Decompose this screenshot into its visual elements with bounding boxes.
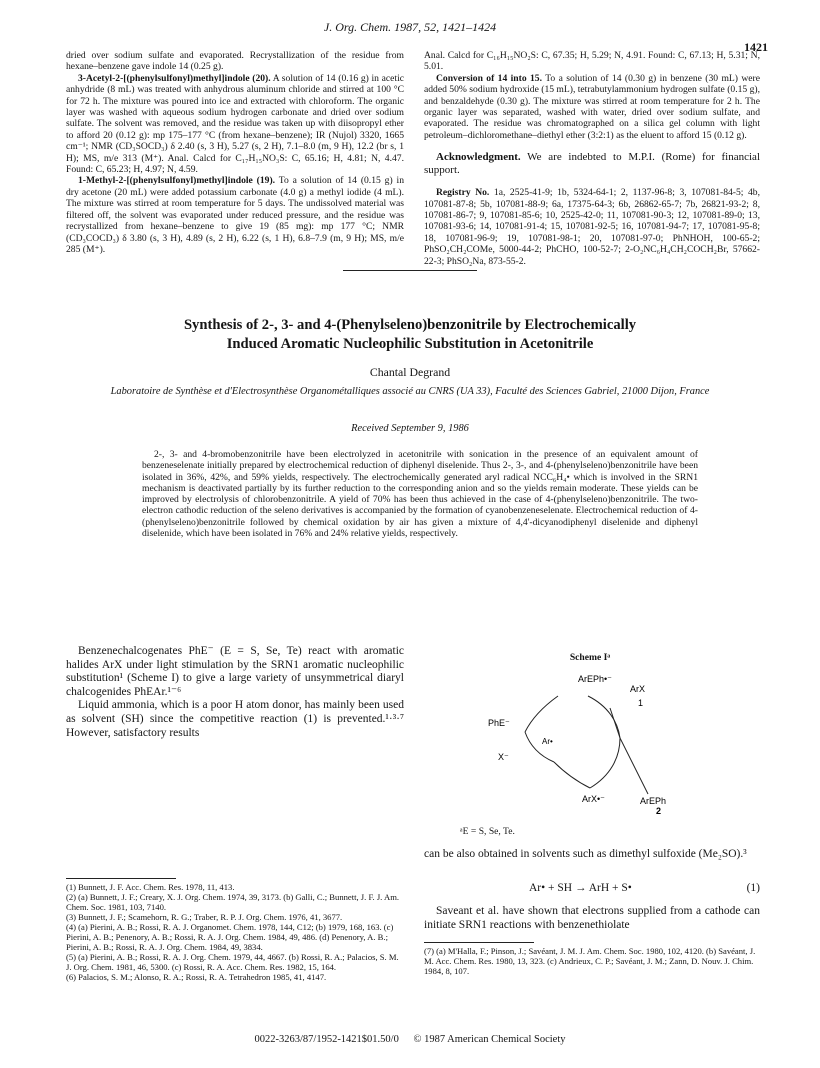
article-title: [60, 316, 760, 354]
footnotes-left: [66, 882, 404, 982]
compound-20-text: A solution of 14 (0.16 g) in acetic anhydride (8 mL) was treated with anhydrous aluminum chloride and stirred at 100 °C for 72 h. The mixture was poured into ice and extracted with chloroform. The organic layer was washed with aqueous sodium hydrogen carbonate and dried over sodium sulfate. The solvent was removed, and the residue was taken up with diisopropyl ether to afford 20 (0.12 g): mp 175–177 °C (from hexane–benzene); IR (Nujol) 3320, 1665 cm⁻¹; NMR (CD₃SOCD₃) δ 2.40 (s, 3 H), 5.27 (s, 2 H), 7.1–8.0 (m, 9 H), 12.2 (br s, 1 H); MS, m/e 313 (M⁺). Anal. Calcd for C₁₇H₁₅NO₃S: C, 65.16; H, 4.81; N, 4.47. Found: C, 65.23; H, 4.97; N, 4.59.: [66, 72, 404, 176]
registry-text: 1a, 2525-41-9; 1b, 5324-64-1; 2, 1137-96-8; 3, 107081-84-5; 4b, 107081-87-8; 5b, 107081-88-9; 6a, 17375-64-3; 6b, 26862-65-7; 7b, 26821-93-2; 8, 107081-86-7; 9, 107081-85-6; 10, 2525-42-0; 11, 107081-90-3; 12, 107081-89-0; 13, 107081-93-6; 14, 107081-91-4; 15, 107081-92-5; 16, 107081-94-7; 17, 107081-95-8; 18, 107081-96-9; 19, 107081-98-1; 20, 107081-97-0; PhNHOH, 100-65-2; PhSO₂CH₂COMe, 5000-44-2; PhCHO, 100-52-7; 2-O₂NC₆H₄CH₂COCH₂Br, 57662-22-3; PhSO₂Na, 873-55-2.: [424, 187, 761, 267]
conversion-heading: Conversion of 14 into 15.: [436, 72, 543, 84]
article-received-date: Received September 9, 1986: [351, 423, 469, 434]
body-right-paragraph-2: Saveant et al. have shown that electrons supplied from a cathode can initiate SRN1 reactions with benzenethiolate: [424, 905, 760, 931]
scheme-arc-left: [525, 696, 558, 732]
footnote-3: (3) Bunnett, J. F.; Scamehorn, R. G.; Traber, R. P. J. Org. Chem. 1976, 41, 3677.: [66, 912, 343, 922]
experimental-paragraph-1: [66, 50, 404, 73]
compound-19-text: To a solution of 14 (0.15 g) in dry acetone (20 mL) were added potassium carbonate (4.0 g) a methyl iodide (4 mL). The mixture was stirred at room temperature for 5 days. The undissolved material was filtered off, the solvent was evaporated under reduced pressure, and the residue was recrystallized from hexane–benzene to give 19 (85 mg): mp 177 °C; NMR (CD₃COCD₃) δ 3.80 (s, 3 H), 4.89 (s, 2 H), 6.22 (s, 1 H), 6.8–7.9 (m, 9 H); MS, m/e 285 (M⁺).: [66, 175, 404, 255]
acknowledgment-heading: Acknowledgment.: [436, 151, 521, 164]
page-footer: [0, 1034, 820, 1045]
scheme-label-2: 2: [656, 806, 662, 816]
footnote-rule-left: [66, 878, 176, 879]
footnotes-right: [424, 946, 760, 976]
footer-copyright: © 1987 American Chemical Society: [413, 1034, 566, 1045]
body-paragraph-1: Benzenechalcogenates PhE⁻ (E = S, Se, Te) react with aromatic halides ArX under light stimulation by the SRN1 aromatic nucleophilic substitution¹ (Scheme I) to give a large variety of unsymmetrical diaryl chalcogenides PhEAr.¹⁻⁶: [66, 645, 404, 698]
equation-1-number: (1): [746, 882, 760, 894]
running-head: [0, 20, 820, 54]
article-title-line-1: Synthesis of 2-, 3- and 4-(Phenylseleno)benzonitrile by Electrochemically: [183, 317, 637, 333]
scheme-label-areph: ArEPh: [640, 796, 667, 806]
footnote-rule-right: [424, 942, 534, 943]
scheme-arc-lower-right: [590, 738, 620, 788]
running-head-text: J. Org. Chem. 1987, 52, 1421–1424: [323, 20, 497, 34]
footnote-2: (2) (a) Bunnett, J. F.; Creary, X. J. Org. Chem. 1974, 39, 3173. (b) Galli, C.; Bunnett, J. F. J. Am. Chem. Soc. 1981, 103, 7140.: [66, 892, 400, 912]
article-affiliation: Laboratoire de Synthèse et d'Electrosynthèse Organométalliques associé au CNRS (UA 33), Faculté des Sciences Gabriel, 21000 Dijon, France: [110, 386, 710, 397]
experimental-paragraph-3: [66, 175, 404, 255]
analysis-paragraph: [424, 50, 760, 73]
body-right-column: [424, 848, 760, 862]
registry-heading: Registry No.: [436, 187, 490, 199]
body-paragraph-2: Liquid ammonia, which is a poor H atom donor, has mainly been used as solvent (SH) since the competitive reaction (1) is prevented.¹·³·⁷ However, satisfactory results: [66, 699, 404, 739]
scheme-arc-right: [588, 696, 620, 738]
scheme-i-diagram: [470, 666, 700, 816]
conversion-text: To a solution of 14 (0.30 g) in benzene (30 mL) were added 50% sodium hydroxide (15 mL), tetrabutylammonium hydrogen sulfate (0.15 g), and benzaldehyde (0.30 g). The mixture was stirred at room temperature for 2 h. The organic layer was separated, washed with water, dried over sodium sulfate, and evaporated. The residue was chromatographed on a silica gel column with light petroleum–dichloromethane–diethyl ether (3:2:1) as the eluent to afford 15 (0.12 g).: [424, 72, 760, 141]
body-left-column: [66, 645, 404, 740]
scheme-line-in: [610, 708, 620, 738]
page-number: 1421: [744, 40, 768, 54]
scheme-arc-lower-left: [554, 762, 590, 788]
scheme-label-x: X⁻: [498, 752, 509, 762]
scheme-line-out: [620, 738, 648, 794]
article-author: Chantal Degrand: [369, 365, 451, 379]
scheme-label-arx-rad: ArX•⁻: [582, 794, 605, 804]
acknowledgment-text: We are indebted to M.P.I. (Rome) for financial support.: [424, 151, 760, 177]
scheme-label-arx: ArX: [630, 684, 646, 694]
scheme-footnote: ᵃE = S, Se, Te.: [460, 826, 515, 837]
experimental-paragraph-2: [66, 73, 404, 176]
article-divider: [343, 270, 477, 271]
footer-code: 0022-3263/87/1952-1421$01.50/0: [254, 1034, 399, 1045]
article-abstract: 2-, 3- and 4-bromobenzonitrile have been electrolyzed in acetonitrile with sonication in the presence of an equivalent amount of benzeneselenate initially prepared by electrochemical reduction of diphenyl diselenide. Thus 2-, 3-, and 4-(phenylseleno)benzonitrile have been isolated in 36%, 42%, and 59% yields, respectively. The electrochemically generated aryl radical NCC₆H₄• which is involved in the SRN1 mechanism is deactivated partially by its further reduction to the corresponding anion and so the yields remain moderate. These yields can be improved by electrolysis of chlorobenzonitrile. A yield of 70% has been thus achieved in the case of 4-(phenylseleno)benzonitrile. The two-electron cathodic reduction of the seleno derivatives is accompanied by the formation of cyanobenzeneselenate. Electrochemical reduction of 4-(phenylseleno)benzonitrile followed by chemical oxidation by air has given a mixture of 4,4'-dicyanodiphenyl diselenide and diphenyl diselenide, which have been isolated in 76% and 24% relative yields, respectively.: [142, 449, 698, 540]
scheme-label-ar: Ar•: [542, 737, 553, 746]
equation-1-text: Ar• + SH → ArH + S•: [529, 882, 632, 894]
experimental-p1-text: dried over sodium sulfate and evaporated. Recrystallization of the residue from hexane–benzene gave indole 14 (0.25 g).: [66, 50, 404, 73]
compound-19-heading: 1-Methyl-2-[(phenylsulfonyl)methyl]indole (19).: [78, 175, 276, 187]
acknowledgment-paragraph: [424, 151, 760, 177]
left-column-experimental: [66, 50, 404, 255]
footnote-7: (7) (a) M'Halla, F.; Pinson, J.; Savéant, J. M. J. Am. Chem. Soc. 1980, 102, 4120. (b) Savéant, J. M. Acc. Chem. Res. 1980, 13, 323. (c) Andrieux, C. P.; Savéant, J. M.; Zann, D. Nouv. J. Chim. 1984, 8, 107.: [424, 946, 756, 976]
scheme-label-arephrad: ArEPh•⁻: [578, 674, 612, 684]
scheme-label-1: 1: [638, 698, 644, 708]
compound-20-heading: 3-Acetyl-2-[(phenylsulfonyl)methyl]indole (20).: [78, 72, 271, 84]
footnote-1: (1) Bunnett, J. F. Acc. Chem. Res. 1978, 11, 413.: [66, 882, 235, 892]
footnote-4: (4) (a) Pierini, A. B.; Rossi, R. A. J. Organomet. Chem. 1978, 144, C12; (b) 1979, 168, 163. (c) Pierini, A. B.; Penenory, A. B.; Rossi, R. A. J. Org. Chem. 1984, 49, 486. (d) Penenory, A. B.; Pierini, A. B.; Rossi, R. A. J. Org. Chem. 1984, 49, 3834.: [66, 922, 394, 952]
footnote-6: (6) Palacios, S. M.; Alonso, R. A.; Rossi, R. A. Tetrahedron 1985, 41, 4147.: [66, 972, 327, 982]
body-right-paragraph-1: can be also obtained in solvents such as dimethyl sulfoxide (Me₂SO).³: [424, 848, 747, 860]
scheme-title: Scheme Iᵃ: [569, 652, 611, 663]
analysis-text: Anal. Calcd for C₁₆H₁₅NO₂S: C, 67.35; H, 5.29; N, 4.91. Found: C, 67.13; H, 5.31; N, 5.01.: [424, 50, 760, 73]
right-column-experimental: [424, 50, 760, 267]
footnote-5: (5) (a) Pierini, A. B.; Rossi, R. A. J. Org. Chem. 1979, 44, 4667. (b) Rossi, R. A.; Palacios, S. M. J. Org. Chem. 1981, 46, 5300. (c) Rossi, R. A. Acc. Chem. Res. 1982, 15, 164.: [66, 952, 399, 972]
scheme-label-phe: PhE⁻: [488, 718, 510, 728]
registry-paragraph: [424, 187, 760, 267]
article-title-line-2: Induced Aromatic Nucleophilic Substitution in Acetonitrile: [226, 336, 594, 352]
conversion-paragraph: [424, 73, 760, 141]
body-right-column-2: [424, 905, 760, 932]
